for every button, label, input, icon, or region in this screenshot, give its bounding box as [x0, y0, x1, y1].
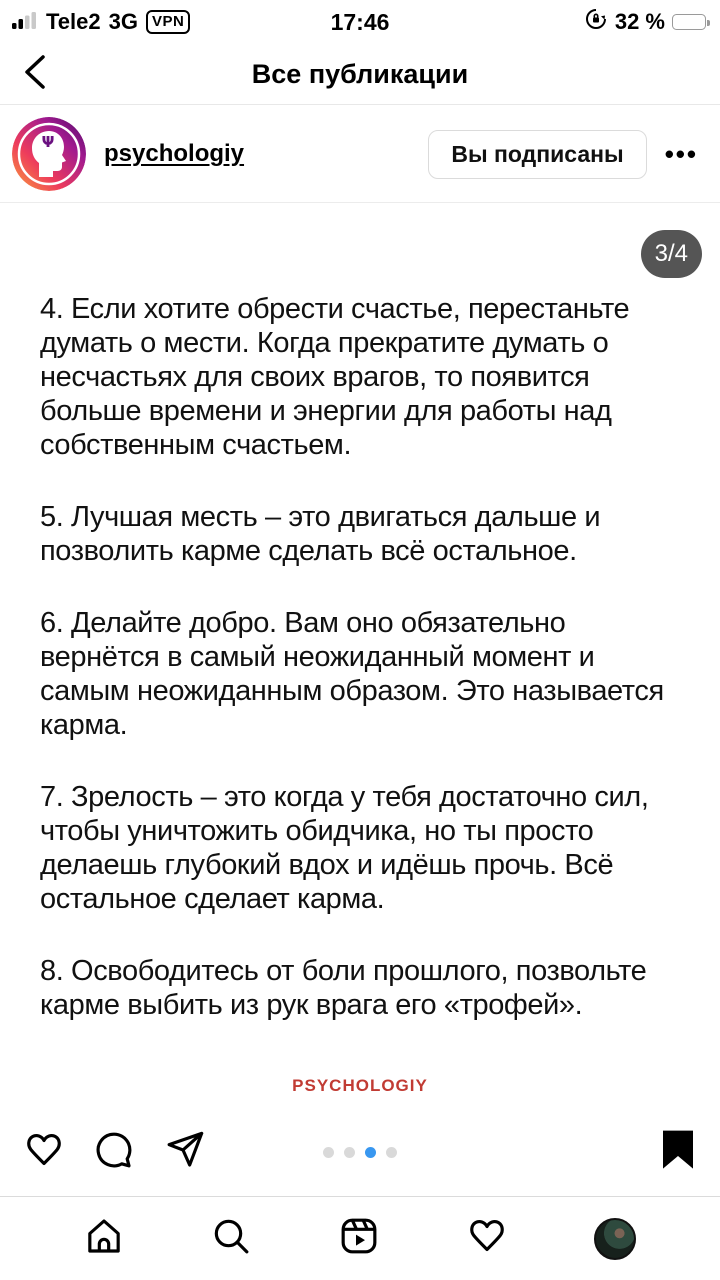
- chevron-left-icon: [22, 54, 48, 95]
- carousel-dot: [386, 1147, 397, 1158]
- search-icon: [211, 1216, 251, 1261]
- network-type-label: 3G: [108, 9, 138, 34]
- paragraph-6: 6. Делайте добро. Вам оно обязательно вернётся в самый неожиданный момент и самым неожиданным образом. Это называется карма.: [40, 607, 664, 741]
- activity-tab[interactable]: [467, 1217, 507, 1260]
- carousel-dot: [344, 1147, 355, 1158]
- heart-icon: [467, 1217, 507, 1260]
- search-tab[interactable]: [211, 1216, 251, 1261]
- clock-label: 17:46: [330, 8, 390, 35]
- profile-avatar[interactable]: [12, 117, 86, 191]
- battery-percent-label: 32 %: [614, 9, 665, 34]
- nav-header: [0, 44, 720, 105]
- status-bar: [0, 0, 720, 44]
- carousel-dot: [323, 1147, 334, 1158]
- rotation-lock-icon: [584, 7, 608, 37]
- svg-text:Ψ: Ψ: [41, 133, 55, 151]
- heart-icon: [24, 1131, 64, 1174]
- profile-tab-avatar[interactable]: [594, 1218, 636, 1260]
- carrier-label: Tele2: [46, 9, 101, 34]
- share-icon: [164, 1130, 206, 1175]
- carousel-page-badge: 3/4: [641, 230, 702, 278]
- share-button[interactable]: [164, 1130, 206, 1175]
- watermark-label: PSYCHOLOGIY: [292, 1076, 428, 1095]
- paragraph-5: 5. Лучшая месть – это двигаться дальше и позволить карме сделать всё остальное.: [40, 501, 601, 567]
- reels-tab[interactable]: [339, 1216, 379, 1261]
- post-image[interactable]: [0, 204, 720, 1108]
- paragraph-7: 7. Зрелость – это когда у тебя достаточно сил, чтобы уничтожить обидчика, но ты просто делаешь глубокий вдох и идёшь прочь. Всё остальное сделает карма.: [40, 781, 649, 915]
- page-title: Все публикации: [251, 58, 469, 89]
- following-button[interactable]: Вы подписаны: [428, 130, 646, 179]
- back-button[interactable]: [0, 54, 70, 95]
- bottom-navigation: [0, 1196, 720, 1280]
- more-options-icon[interactable]: •••: [664, 138, 698, 169]
- reels-icon: [339, 1216, 379, 1261]
- like-button[interactable]: [24, 1131, 64, 1174]
- home-tab[interactable]: [84, 1216, 124, 1261]
- battery-icon: [672, 14, 706, 30]
- vpn-badge: VPN: [146, 10, 190, 34]
- comment-icon: [94, 1130, 134, 1175]
- carousel-dot: [365, 1147, 376, 1158]
- paragraph-8: 8. Освободитесь от боли прошлого, позвольте карме выбить из рук врага его «трофей».: [40, 955, 647, 1021]
- home-icon: [84, 1216, 124, 1261]
- save-button[interactable]: [660, 1129, 696, 1176]
- username-link[interactable]: psychologiy: [104, 140, 245, 167]
- post-text-block: [0, 204, 720, 1022]
- bookmark-icon: [660, 1129, 696, 1176]
- comment-button[interactable]: [94, 1130, 134, 1175]
- signal-strength-icon: [12, 9, 38, 35]
- paragraph-4: 4. Если хотите обрести счастье, перестаньте думать о мести. Когда прекратите думать о несчастьях для своих врагов, то появится больше времени и энергии для работы над собственным счастьем.: [40, 293, 630, 461]
- post-action-bar: [0, 1108, 720, 1196]
- post-header: [0, 106, 720, 203]
